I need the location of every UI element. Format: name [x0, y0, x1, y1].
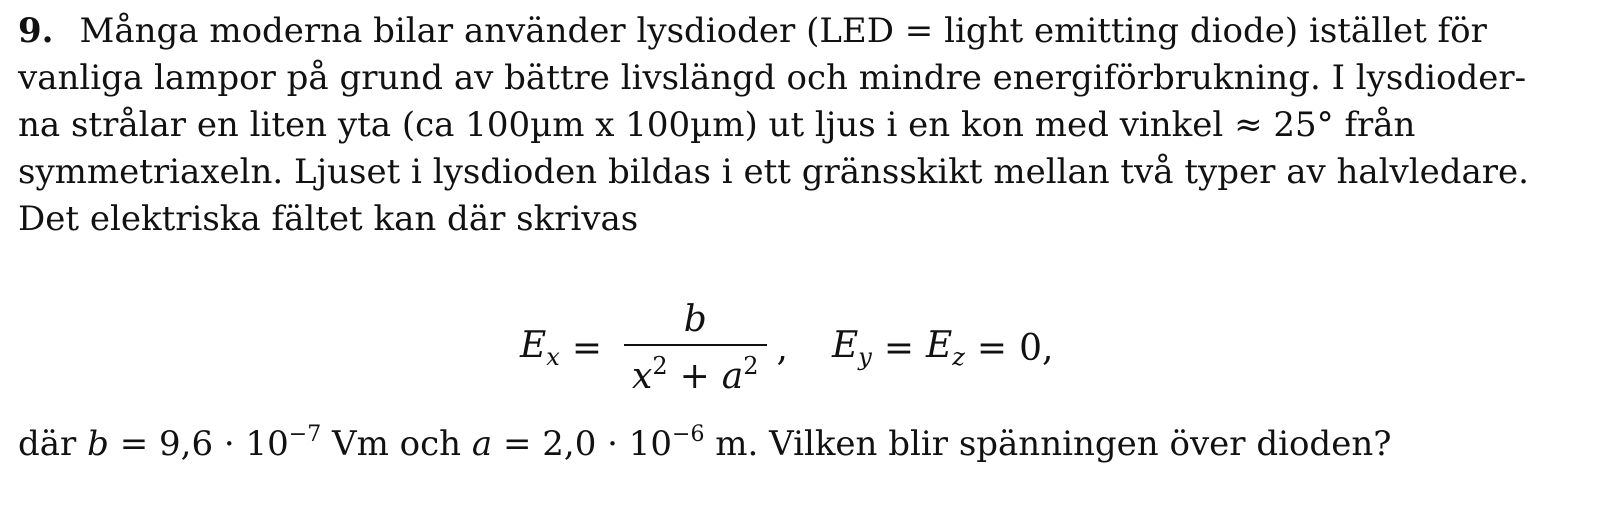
b-exponent: −7 [288, 422, 322, 447]
equals-sign-3: = [976, 327, 1008, 369]
b-unit: Vm och [332, 424, 462, 464]
fraction-denominator [624, 346, 767, 397]
b-equals: = [119, 424, 149, 464]
equals-sign-2: = [883, 327, 914, 369]
problem-line-3: na strålar en liten yta (ca 100µm x 100µm) ut ljus i en kon med vinkel ≈ 25° från [18, 105, 1416, 145]
field-equation [520, 298, 1053, 398]
ez-term [926, 325, 965, 371]
denominator-x: x [632, 356, 653, 397]
question-text: m. Vilken blir spänningen över dioden? [715, 424, 1392, 464]
denominator-x-exponent: 2 [652, 352, 668, 380]
ey-subscript: y [858, 343, 872, 371]
b-variable: b [87, 424, 109, 464]
problem-line-1 [18, 8, 1564, 55]
denominator-a: a [721, 356, 744, 397]
final-question [18, 414, 1391, 465]
b-value: 9,6 · 10 [159, 424, 289, 464]
ez-symbol: E [925, 325, 953, 366]
a-exponent: −6 [672, 422, 705, 447]
fraction-numerator: b [683, 299, 707, 340]
ey-term [832, 325, 872, 371]
problem-line-1-text: Många moderna bilar använder lysdioder (LED = light emitting diode) istället för [79, 11, 1487, 51]
problem-line-2: vanliga lampor på grund av bättre livslängd och mindre energiförbrukning. I lysdioder- [18, 58, 1527, 98]
ex-subscript: x [546, 343, 560, 371]
ex-symbol: E [520, 325, 547, 366]
a-value: 2,0 · 10 [542, 424, 673, 464]
problem-line-5: Det elektriska fältet kan där skrivas [18, 199, 639, 239]
equation-zero: 0, [1019, 327, 1054, 369]
denominator-a-exponent: 2 [743, 352, 759, 380]
problem-text [18, 8, 1564, 243]
denominator-plus: + [679, 356, 710, 397]
equation-comma: , [776, 327, 788, 369]
problem-number: 9. [18, 11, 54, 51]
fraction [624, 299, 767, 397]
problem-line-4: symmetriaxeln. Ljuset i lysdioden bildas i ett gränsskikt mellan två typer av halvledare. [18, 152, 1529, 192]
a-variable: a [471, 424, 493, 464]
final-text-before: där [18, 424, 77, 464]
ey-symbol: E [831, 325, 859, 366]
ez-subscript: z [952, 343, 965, 371]
a-equals: = [502, 424, 532, 464]
ex-term [520, 325, 560, 371]
equals-sign: = [571, 327, 602, 369]
